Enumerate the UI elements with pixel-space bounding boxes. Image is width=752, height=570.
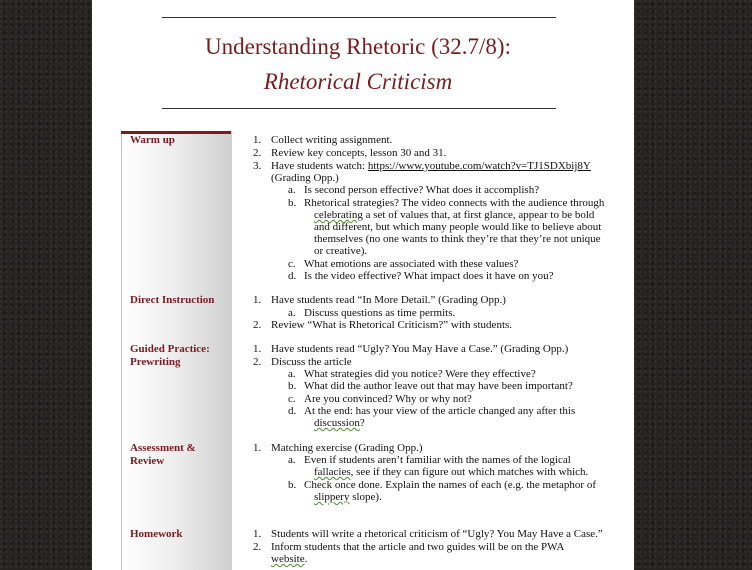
sub-list-item-continuation	[314, 466, 588, 479]
section-label-line: Review	[130, 455, 165, 467]
section-label-homework: Homework	[130, 528, 183, 540]
sub-list-item: Check once done. Explain the names of each (e.g. the metaphor of	[304, 479, 596, 491]
list-marker: c.	[288, 258, 296, 270]
section-label-assessment-review	[130, 442, 230, 468]
leather-background-left	[0, 0, 92, 570]
sub-list-item: What did the author leave out that may have been important?	[304, 380, 573, 392]
list-marker: d.	[288, 405, 297, 417]
sub-list-item: Is second person effective? What does it accomplish?	[304, 184, 540, 196]
list-item	[271, 160, 591, 173]
list-marker: a.	[288, 307, 296, 319]
spellcheck-word: website	[271, 553, 305, 565]
sub-list-item: At the end: has your view of the article changed any after this	[304, 405, 576, 417]
leather-background-right	[634, 0, 752, 570]
list-marker: b.	[288, 380, 297, 392]
list-item: Have students read “Ugly? You May Have a Case.” (Grading Opp.)	[271, 343, 569, 355]
sub-list-item: Are you convinced? Why or why not?	[304, 393, 472, 405]
spellcheck-word: celebrating	[314, 209, 363, 221]
sub-list-item-continuation: or creative).	[314, 245, 368, 257]
section-label-line: Assessment &	[130, 442, 196, 454]
list-marker: 2.	[253, 319, 262, 331]
section-label-line: Guided Practice:	[130, 343, 210, 355]
list-item-continuation: (Grading Opp.)	[271, 172, 339, 184]
list-marker: c.	[288, 393, 296, 405]
list-marker: 1.	[253, 528, 262, 540]
spellcheck-word: slippery	[314, 491, 350, 503]
list-item: Have students read “In More Detail.” (Grading Opp.)	[271, 294, 506, 306]
spellcheck-word: discussion	[314, 417, 360, 429]
list-marker: 2.	[253, 356, 262, 368]
list-marker: 2.	[253, 147, 262, 159]
sub-list-item-text: a set of values that, at first glance, appear to be bold	[362, 209, 595, 221]
list-item: Review key concepts, lesson 30 and 31.	[271, 147, 447, 159]
section-label-warmup: Warm up	[130, 134, 175, 146]
list-item: Students will write a rhetorical criticism of “Ugly? You May Have a Case.”	[271, 528, 603, 540]
sub-list-item: What strategies did you notice? Were they effective?	[304, 368, 536, 380]
page-title: Understanding Rhetoric (32.7/8):	[205, 34, 511, 59]
sub-list-item: Even if students aren’t familiar with the names of the logical	[304, 454, 571, 466]
list-item-text: Have students watch:	[271, 160, 368, 172]
list-marker: 1.	[253, 294, 262, 306]
sub-list-item-text: ?	[359, 417, 365, 429]
section-label-direct-instruction: Direct Instruction	[130, 294, 215, 306]
document-page	[92, 0, 634, 570]
list-item: Discuss the article	[271, 356, 352, 368]
sub-list-item: Is the video effective? What impact does it have on you?	[304, 270, 554, 282]
list-marker: a.	[288, 454, 296, 466]
sub-list-item-continuation: and different, but which many people would like to believe about	[314, 221, 602, 233]
list-marker: d.	[288, 270, 297, 282]
sub-list-item-continuation	[314, 209, 594, 222]
list-marker: b.	[288, 197, 297, 209]
sub-list-item: What emotions are associated with these values?	[304, 258, 519, 270]
list-item-text: .	[304, 553, 308, 565]
list-item: Inform students that the article and two guides will be on the PWA	[271, 541, 565, 553]
list-marker: a.	[288, 184, 296, 196]
list-marker: 1.	[253, 343, 262, 355]
sub-list-item: Rhetorical strategies? The video connects with the audience through	[304, 197, 605, 209]
sub-list-item-continuation	[314, 491, 382, 504]
list-marker: 3.	[253, 160, 262, 172]
list-item: Collect writing assignment.	[271, 134, 393, 146]
sub-list-item-continuation	[314, 417, 365, 430]
top-rule	[162, 17, 556, 18]
section-label-line: Prewriting	[130, 356, 181, 368]
section-label-guided-practice	[130, 343, 230, 369]
list-item: Review “What is Rhetorical Criticism?” with students.	[271, 319, 513, 331]
list-marker: 2.	[253, 541, 262, 553]
sub-list-item: Discuss questions as time permits.	[304, 307, 456, 319]
youtube-link[interactable]: https://www.youtube.com/watch?v=TJ1SDXbij8Y	[367, 160, 591, 172]
list-marker: 1.	[253, 442, 262, 454]
bottom-rule	[162, 108, 556, 109]
page-subtitle: Rhetorical Criticism	[263, 69, 453, 94]
spellcheck-word: fallacies	[314, 466, 351, 478]
list-marker: 1.	[253, 134, 262, 146]
list-item-continuation	[271, 553, 307, 566]
sub-list-item-text: , see if they can figure out which matches with which.	[350, 466, 589, 478]
list-item: Matching exercise (Grading Opp.)	[271, 442, 423, 454]
sub-list-item-text: slope).	[349, 491, 382, 503]
list-marker: b.	[288, 479, 297, 491]
sub-list-item-continuation: themselves (no one wants to think they’re that they’re not unique	[314, 233, 601, 245]
list-marker: a.	[288, 368, 296, 380]
